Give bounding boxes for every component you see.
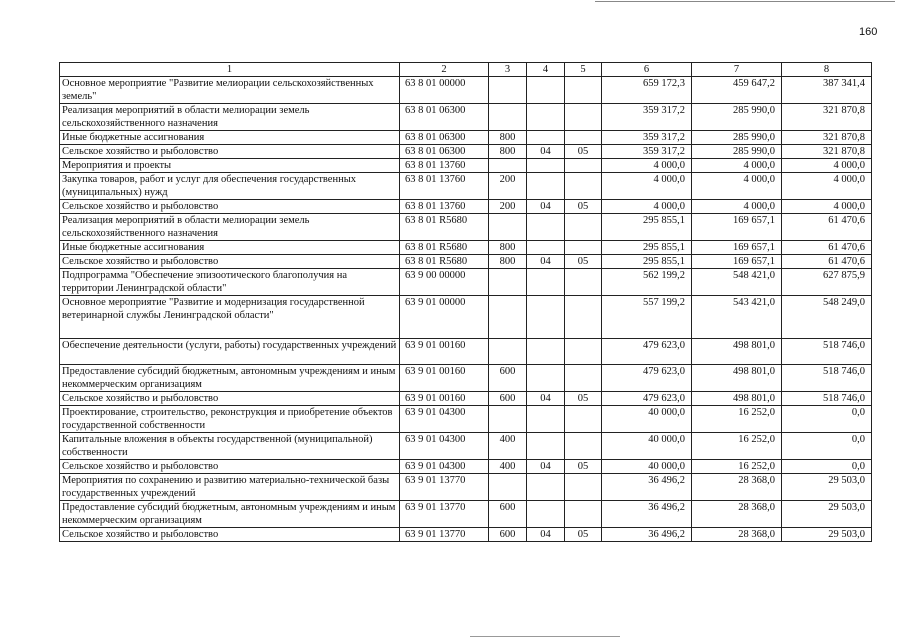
cell-col-3: 600 bbox=[489, 528, 527, 542]
cell-code: 63 8 01 13760 bbox=[400, 173, 489, 200]
header-col-4: 4 bbox=[527, 63, 565, 77]
table-row bbox=[60, 173, 872, 200]
header-col-5: 5 bbox=[565, 63, 602, 77]
cell-col-7: 285 990,0 bbox=[692, 131, 782, 145]
cell-col-3 bbox=[489, 269, 527, 296]
cell-col-5 bbox=[565, 241, 602, 255]
cell-col-5: 05 bbox=[565, 255, 602, 269]
cell-col-5 bbox=[565, 173, 602, 200]
cell-name: Мероприятия по сохранению и развитию материально-технической базы государственных учреждений bbox=[60, 474, 400, 501]
cell-col-6: 659 172,3 bbox=[602, 77, 692, 104]
cell-col-6: 557 199,2 bbox=[602, 296, 692, 339]
cell-col-3 bbox=[489, 159, 527, 173]
table-row bbox=[60, 339, 872, 365]
cell-code: 63 9 01 13770 bbox=[400, 528, 489, 542]
cell-col-8: 4 000,0 bbox=[782, 200, 872, 214]
cell-col-7: 548 421,0 bbox=[692, 269, 782, 296]
cell-col-6: 295 855,1 bbox=[602, 214, 692, 241]
table-row bbox=[60, 255, 872, 269]
table-row bbox=[60, 501, 872, 528]
cell-col-4 bbox=[527, 474, 565, 501]
cell-col-6: 40 000,0 bbox=[602, 406, 692, 433]
header-col-7: 7 bbox=[692, 63, 782, 77]
cell-code: 63 9 01 13770 bbox=[400, 501, 489, 528]
cell-col-4 bbox=[527, 241, 565, 255]
cell-col-8: 518 746,0 bbox=[782, 365, 872, 392]
cell-col-3: 800 bbox=[489, 241, 527, 255]
cell-col-6: 4 000,0 bbox=[602, 173, 692, 200]
cell-col-6: 36 496,2 bbox=[602, 474, 692, 501]
cell-col-4 bbox=[527, 104, 565, 131]
cell-col-4 bbox=[527, 296, 565, 339]
cell-col-8: 321 870,8 bbox=[782, 131, 872, 145]
cell-col-5 bbox=[565, 269, 602, 296]
cell-col-7: 4 000,0 bbox=[692, 200, 782, 214]
cell-col-6: 40 000,0 bbox=[602, 433, 692, 460]
cell-name: Сельское хозяйство и рыболовство bbox=[60, 528, 400, 542]
cell-col-8: 627 875,9 bbox=[782, 269, 872, 296]
cell-col-8: 387 341,4 bbox=[782, 77, 872, 104]
table-row bbox=[60, 528, 872, 542]
table-row bbox=[60, 241, 872, 255]
cell-col-3: 400 bbox=[489, 433, 527, 460]
top-border-line bbox=[595, 1, 895, 2]
cell-col-8: 518 746,0 bbox=[782, 392, 872, 406]
cell-col-8: 4 000,0 bbox=[782, 173, 872, 200]
cell-col-3: 600 bbox=[489, 501, 527, 528]
cell-col-5 bbox=[565, 474, 602, 501]
cell-col-5 bbox=[565, 406, 602, 433]
cell-col-7: 285 990,0 bbox=[692, 145, 782, 159]
cell-code: 63 9 01 04300 bbox=[400, 460, 489, 474]
cell-code: 63 8 01 00000 bbox=[400, 77, 489, 104]
cell-col-3: 800 bbox=[489, 131, 527, 145]
cell-col-4: 04 bbox=[527, 528, 565, 542]
cell-col-7: 16 252,0 bbox=[692, 406, 782, 433]
cell-col-7: 543 421,0 bbox=[692, 296, 782, 339]
cell-col-5 bbox=[565, 131, 602, 145]
cell-col-4 bbox=[527, 269, 565, 296]
cell-col-4 bbox=[527, 214, 565, 241]
cell-col-6: 359 317,2 bbox=[602, 145, 692, 159]
cell-col-4: 04 bbox=[527, 460, 565, 474]
cell-col-6: 36 496,2 bbox=[602, 528, 692, 542]
cell-col-7: 498 801,0 bbox=[692, 365, 782, 392]
cell-col-8: 61 470,6 bbox=[782, 255, 872, 269]
cell-col-7: 169 657,1 bbox=[692, 214, 782, 241]
table-row bbox=[60, 474, 872, 501]
cell-col-5 bbox=[565, 433, 602, 460]
cell-col-3: 200 bbox=[489, 200, 527, 214]
cell-col-8: 61 470,6 bbox=[782, 241, 872, 255]
cell-col-4 bbox=[527, 433, 565, 460]
cell-col-5: 05 bbox=[565, 392, 602, 406]
table-row bbox=[60, 296, 872, 339]
cell-col-6: 40 000,0 bbox=[602, 460, 692, 474]
cell-col-8: 518 746,0 bbox=[782, 339, 872, 365]
cell-name: Основное мероприятие "Развитие и модернизация государственной ветеринарной службы Ленинградской области" bbox=[60, 296, 400, 339]
cell-col-4 bbox=[527, 159, 565, 173]
cell-col-3 bbox=[489, 104, 527, 131]
cell-col-8: 29 503,0 bbox=[782, 474, 872, 501]
header-col-1: 1 bbox=[60, 63, 400, 77]
table-row bbox=[60, 77, 872, 104]
page-number: 160 bbox=[859, 26, 878, 38]
cell-col-7: 169 657,1 bbox=[692, 255, 782, 269]
cell-col-4 bbox=[527, 501, 565, 528]
cell-col-4 bbox=[527, 339, 565, 365]
cell-col-5 bbox=[565, 77, 602, 104]
table-row bbox=[60, 145, 872, 159]
cell-code: 63 8 01 06300 bbox=[400, 145, 489, 159]
cell-col-3 bbox=[489, 474, 527, 501]
cell-col-7: 498 801,0 bbox=[692, 392, 782, 406]
cell-col-3: 800 bbox=[489, 145, 527, 159]
cell-col-6: 479 623,0 bbox=[602, 339, 692, 365]
table-row bbox=[60, 269, 872, 296]
cell-code: 63 9 01 00160 bbox=[400, 392, 489, 406]
cell-col-6: 479 623,0 bbox=[602, 392, 692, 406]
cell-code: 63 9 01 00160 bbox=[400, 339, 489, 365]
cell-col-8: 321 870,8 bbox=[782, 104, 872, 131]
cell-name: Обеспечение деятельности (услуги, работы) государственных учреждений bbox=[60, 339, 400, 365]
cell-col-5: 05 bbox=[565, 200, 602, 214]
cell-name: Иные бюджетные ассигнования bbox=[60, 131, 400, 145]
cell-code: 63 8 01 R5680 bbox=[400, 241, 489, 255]
cell-col-3: 600 bbox=[489, 365, 527, 392]
cell-col-5 bbox=[565, 104, 602, 131]
cell-code: 63 8 01 06300 bbox=[400, 104, 489, 131]
cell-col-6: 295 855,1 bbox=[602, 255, 692, 269]
cell-col-5: 05 bbox=[565, 460, 602, 474]
cell-code: 63 9 00 00000 bbox=[400, 269, 489, 296]
cell-name: Предоставление субсидий бюджетным, автономным учреждениям и иным некоммерческим организациям bbox=[60, 365, 400, 392]
cell-col-5 bbox=[565, 501, 602, 528]
table-row bbox=[60, 200, 872, 214]
cell-name: Подпрограмма "Обеспечение эпизоотического благополучия на территории Ленинградской области" bbox=[60, 269, 400, 296]
cell-col-4 bbox=[527, 77, 565, 104]
cell-col-7: 4 000,0 bbox=[692, 159, 782, 173]
cell-code: 63 8 01 13760 bbox=[400, 159, 489, 173]
cell-col-4 bbox=[527, 173, 565, 200]
cell-col-6: 359 317,2 bbox=[602, 104, 692, 131]
cell-col-6: 359 317,2 bbox=[602, 131, 692, 145]
cell-col-8: 321 870,8 bbox=[782, 145, 872, 159]
cell-col-7: 285 990,0 bbox=[692, 104, 782, 131]
table-row bbox=[60, 131, 872, 145]
cell-name: Сельское хозяйство и рыболовство bbox=[60, 460, 400, 474]
cell-col-8: 0,0 bbox=[782, 406, 872, 433]
cell-code: 63 9 01 04300 bbox=[400, 406, 489, 433]
cell-col-7: 28 368,0 bbox=[692, 474, 782, 501]
cell-code: 63 8 01 R5680 bbox=[400, 214, 489, 241]
cell-col-8: 548 249,0 bbox=[782, 296, 872, 339]
cell-code: 63 8 01 13760 bbox=[400, 200, 489, 214]
cell-col-7: 169 657,1 bbox=[692, 241, 782, 255]
cell-col-5 bbox=[565, 339, 602, 365]
table-row bbox=[60, 104, 872, 131]
cell-col-3: 800 bbox=[489, 255, 527, 269]
bottom-border-line bbox=[470, 636, 620, 637]
table-row bbox=[60, 159, 872, 173]
table-row bbox=[60, 365, 872, 392]
header-col-6: 6 bbox=[602, 63, 692, 77]
cell-col-6: 479 623,0 bbox=[602, 365, 692, 392]
cell-name: Капитальные вложения в объекты государственной (муниципальной) собственности bbox=[60, 433, 400, 460]
cell-col-3: 400 bbox=[489, 460, 527, 474]
cell-col-7: 28 368,0 bbox=[692, 501, 782, 528]
cell-code: 63 9 01 13770 bbox=[400, 474, 489, 501]
cell-name: Сельское хозяйство и рыболовство bbox=[60, 392, 400, 406]
cell-col-7: 4 000,0 bbox=[692, 173, 782, 200]
cell-col-5 bbox=[565, 365, 602, 392]
cell-col-8: 0,0 bbox=[782, 433, 872, 460]
cell-name: Мероприятия и проекты bbox=[60, 159, 400, 173]
table-row bbox=[60, 433, 872, 460]
cell-name: Реализация мероприятий в области мелиорации земель сельскохозяйственного назначения bbox=[60, 214, 400, 241]
cell-code: 63 8 01 R5680 bbox=[400, 255, 489, 269]
cell-col-8: 4 000,0 bbox=[782, 159, 872, 173]
table-row bbox=[60, 392, 872, 406]
table-row bbox=[60, 214, 872, 241]
cell-col-3 bbox=[489, 339, 527, 365]
cell-col-5: 05 bbox=[565, 528, 602, 542]
header-col-2: 2 bbox=[400, 63, 489, 77]
table-header-row bbox=[60, 63, 872, 77]
header-col-8: 8 bbox=[782, 63, 872, 77]
cell-name: Сельское хозяйство и рыболовство bbox=[60, 145, 400, 159]
cell-col-3 bbox=[489, 296, 527, 339]
cell-col-8: 0,0 bbox=[782, 460, 872, 474]
cell-col-6: 562 199,2 bbox=[602, 269, 692, 296]
table-row bbox=[60, 460, 872, 474]
cell-code: 63 8 01 06300 bbox=[400, 131, 489, 145]
cell-col-5 bbox=[565, 214, 602, 241]
cell-name: Закупка товаров, работ и услуг для обеспечения государственных (муниципальных) нужд bbox=[60, 173, 400, 200]
cell-col-4 bbox=[527, 131, 565, 145]
budget-table bbox=[59, 62, 872, 542]
cell-name: Иные бюджетные ассигнования bbox=[60, 241, 400, 255]
table-row bbox=[60, 406, 872, 433]
cell-col-7: 498 801,0 bbox=[692, 339, 782, 365]
cell-col-6: 4 000,0 bbox=[602, 159, 692, 173]
cell-col-3 bbox=[489, 214, 527, 241]
cell-name: Реализация мероприятий в области мелиорации земель сельскохозяйственного назначения bbox=[60, 104, 400, 131]
cell-col-3 bbox=[489, 406, 527, 433]
cell-col-4: 04 bbox=[527, 200, 565, 214]
cell-col-4: 04 bbox=[527, 255, 565, 269]
cell-col-3 bbox=[489, 77, 527, 104]
cell-col-4 bbox=[527, 406, 565, 433]
header-col-3: 3 bbox=[489, 63, 527, 77]
cell-name: Основное мероприятие "Развитие мелиорации сельскохозяйственных земель" bbox=[60, 77, 400, 104]
cell-col-7: 459 647,2 bbox=[692, 77, 782, 104]
cell-name: Проектирование, строительство, реконструкция и приобретение объектов государственной собственности bbox=[60, 406, 400, 433]
cell-col-8: 61 470,6 bbox=[782, 214, 872, 241]
cell-name: Предоставление субсидий бюджетным, автономным учреждениям и иным некоммерческим организациям bbox=[60, 501, 400, 528]
cell-col-5: 05 bbox=[565, 145, 602, 159]
cell-col-4: 04 bbox=[527, 392, 565, 406]
cell-name: Сельское хозяйство и рыболовство bbox=[60, 255, 400, 269]
cell-col-3: 200 bbox=[489, 173, 527, 200]
cell-name: Сельское хозяйство и рыболовство bbox=[60, 200, 400, 214]
cell-col-5 bbox=[565, 159, 602, 173]
cell-col-4 bbox=[527, 365, 565, 392]
cell-col-7: 16 252,0 bbox=[692, 433, 782, 460]
cell-code: 63 9 01 00160 bbox=[400, 365, 489, 392]
cell-col-7: 16 252,0 bbox=[692, 460, 782, 474]
cell-col-6: 4 000,0 bbox=[602, 200, 692, 214]
cell-col-4: 04 bbox=[527, 145, 565, 159]
cell-col-3: 600 bbox=[489, 392, 527, 406]
cell-col-5 bbox=[565, 296, 602, 339]
cell-col-6: 295 855,1 bbox=[602, 241, 692, 255]
cell-code: 63 9 01 00000 bbox=[400, 296, 489, 339]
cell-code: 63 9 01 04300 bbox=[400, 433, 489, 460]
cell-col-8: 29 503,0 bbox=[782, 501, 872, 528]
cell-col-7: 28 368,0 bbox=[692, 528, 782, 542]
cell-col-6: 36 496,2 bbox=[602, 501, 692, 528]
cell-col-8: 29 503,0 bbox=[782, 528, 872, 542]
